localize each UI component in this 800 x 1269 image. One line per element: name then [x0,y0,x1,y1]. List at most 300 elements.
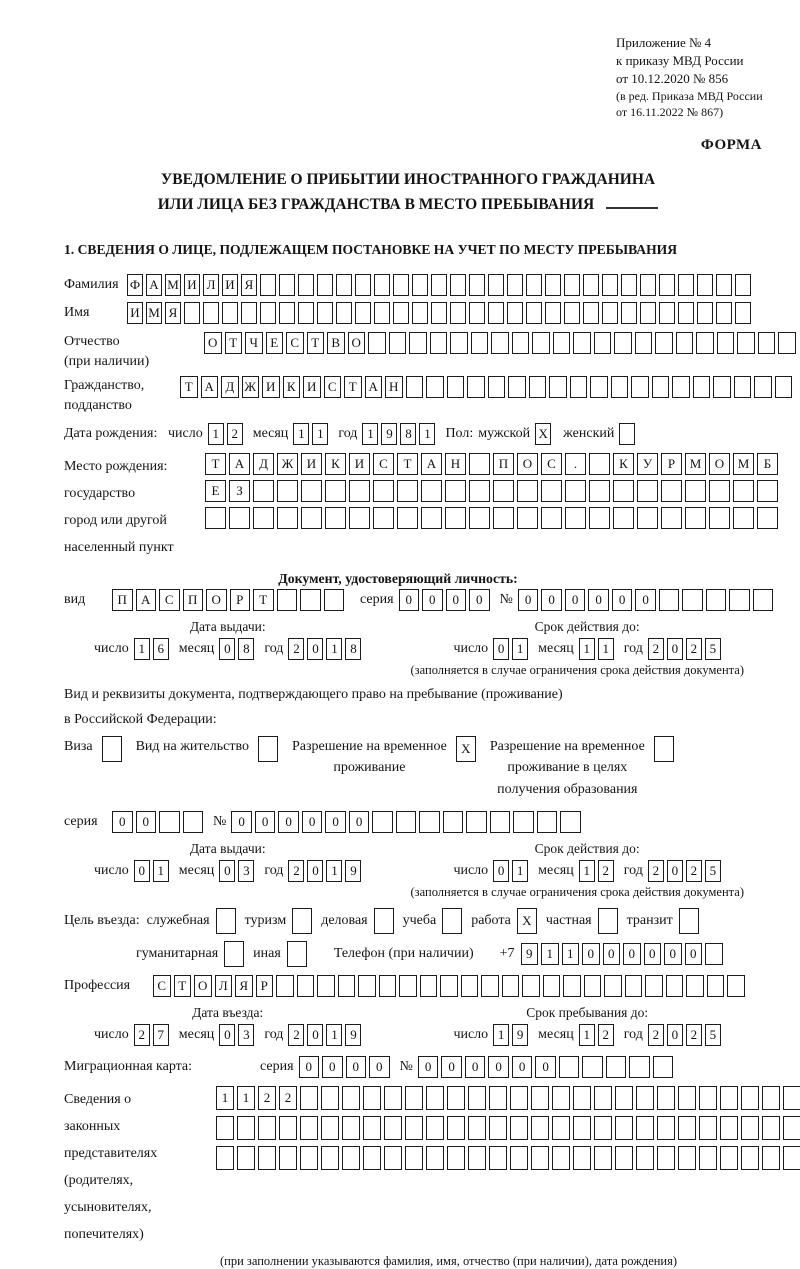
char-cell[interactable] [447,376,465,398]
char-cell[interactable]: 0 [565,589,586,611]
char-cell[interactable] [717,332,735,354]
char-cell[interactable] [510,1116,528,1140]
char-cell[interactable] [552,1146,570,1170]
char-cell[interactable] [666,975,684,997]
char-cell[interactable]: П [183,589,204,611]
char-cell[interactable] [531,1116,549,1140]
char-cell[interactable] [384,1086,402,1110]
char-cell[interactable]: 0 [644,943,662,965]
char-cell[interactable] [778,332,796,354]
char-cell[interactable] [349,480,370,502]
char-cell[interactable]: 9 [521,943,539,965]
char-cell[interactable] [489,1146,507,1170]
char-cell[interactable]: К [283,376,301,398]
char-cell[interactable] [426,376,444,398]
char-cell[interactable] [374,908,394,934]
char-cell[interactable] [636,1086,654,1110]
char-cell[interactable]: Б [757,453,778,475]
char-cell[interactable] [537,811,558,833]
char-cell[interactable] [224,941,244,967]
char-cell[interactable] [594,1116,612,1140]
char-cell[interactable]: 1 [237,1086,255,1110]
char-cell[interactable]: Я [235,975,253,997]
char-cell[interactable] [279,1116,297,1140]
char-cell[interactable] [405,1146,423,1170]
char-cell[interactable] [431,274,447,296]
char-cell[interactable] [758,332,776,354]
char-cell[interactable] [336,302,352,324]
char-cell[interactable]: 0 [469,589,490,611]
char-cell[interactable]: Т [174,975,192,997]
char-cell[interactable] [709,507,730,529]
char-cell[interactable] [297,975,315,997]
char-cell[interactable]: 2 [648,860,664,882]
char-cell[interactable]: С [153,975,171,997]
char-cell[interactable]: О [517,453,538,475]
char-cell[interactable]: М [165,274,181,296]
char-cell[interactable] [342,1116,360,1140]
char-cell[interactable]: 0 [255,811,276,833]
char-cell[interactable]: 7 [153,1024,169,1046]
char-cell[interactable]: 0 [325,811,346,833]
char-cell[interactable]: 1 [419,423,435,445]
char-cell[interactable] [216,1116,234,1140]
char-cell[interactable] [405,1086,423,1110]
char-cell[interactable] [406,376,424,398]
char-cell[interactable] [412,302,428,324]
char-cell[interactable] [754,376,772,398]
char-cell[interactable] [545,302,561,324]
char-cell[interactable]: 8 [238,638,254,660]
char-cell[interactable]: 1 [326,638,342,660]
char-cell[interactable] [325,480,346,502]
char-cell[interactable] [716,274,732,296]
char-cell[interactable] [447,1086,465,1110]
char-cell[interactable] [531,1146,549,1170]
char-cell[interactable]: 0 [685,943,703,965]
char-cell[interactable] [277,480,298,502]
char-cell[interactable] [510,1146,528,1170]
char-cell[interactable] [594,332,612,354]
char-cell[interactable]: 0 [441,1056,462,1078]
char-cell[interactable] [488,302,504,324]
char-cell[interactable] [741,1086,759,1110]
char-cell[interactable] [488,274,504,296]
char-cell[interactable] [762,1086,780,1110]
char-cell[interactable] [493,480,514,502]
char-cell[interactable] [552,1086,570,1110]
char-cell[interactable] [709,480,730,502]
char-cell[interactable] [298,302,314,324]
char-cell[interactable] [621,302,637,324]
char-cell[interactable]: У [637,453,658,475]
char-cell[interactable] [602,302,618,324]
char-cell[interactable] [590,376,608,398]
char-cell[interactable] [277,507,298,529]
char-cell[interactable] [450,332,468,354]
char-cell[interactable]: Н [445,453,466,475]
char-cell[interactable] [336,274,352,296]
char-cell[interactable] [183,811,204,833]
char-cell[interactable] [741,1146,759,1170]
char-cell[interactable] [431,302,447,324]
char-cell[interactable] [471,332,489,354]
char-cell[interactable]: П [112,589,133,611]
char-cell[interactable] [481,975,499,997]
char-cell[interactable] [549,376,567,398]
char-cell[interactable]: 2 [258,1086,276,1110]
char-cell[interactable]: 5 [705,638,721,660]
char-cell[interactable] [573,332,591,354]
char-cell[interactable] [279,302,295,324]
char-cell[interactable] [258,1146,276,1170]
char-cell[interactable]: X [517,908,537,934]
char-cell[interactable]: 0 [302,811,323,833]
char-cell[interactable] [699,1116,717,1140]
char-cell[interactable]: Т [205,453,226,475]
char-cell[interactable]: 2 [648,638,664,660]
char-cell[interactable] [300,589,321,611]
char-cell[interactable]: О [206,589,227,611]
char-cell[interactable] [783,1086,800,1110]
char-cell[interactable] [489,1116,507,1140]
char-cell[interactable] [541,480,562,502]
char-cell[interactable] [657,1086,675,1110]
char-cell[interactable]: Р [230,589,251,611]
char-cell[interactable] [697,302,713,324]
char-cell[interactable]: 5 [705,860,721,882]
char-cell[interactable] [469,480,490,502]
char-cell[interactable] [216,1146,234,1170]
char-cell[interactable]: 0 [299,1056,320,1078]
char-cell[interactable]: 0 [612,589,633,611]
char-cell[interactable]: 6 [153,638,169,660]
char-cell[interactable] [753,589,774,611]
char-cell[interactable] [321,1146,339,1170]
char-cell[interactable] [783,1146,800,1170]
char-cell[interactable] [582,1056,603,1078]
char-cell[interactable]: 1 [598,638,614,660]
char-cell[interactable] [594,1086,612,1110]
char-cell[interactable] [513,811,534,833]
char-cell[interactable] [757,507,778,529]
char-cell[interactable] [775,376,793,398]
char-cell[interactable] [783,1116,800,1140]
char-cell[interactable]: С [373,453,394,475]
char-cell[interactable] [421,507,442,529]
char-cell[interactable]: 0 [588,589,609,611]
char-cell[interactable] [237,1116,255,1140]
char-cell[interactable]: 1 [312,423,328,445]
char-cell[interactable]: X [456,736,476,762]
char-cell[interactable]: 0 [493,860,509,882]
char-cell[interactable]: 1 [562,943,580,965]
char-cell[interactable]: 9 [345,1024,361,1046]
char-cell[interactable] [678,1116,696,1140]
char-cell[interactable] [685,507,706,529]
char-cell[interactable] [300,1146,318,1170]
char-cell[interactable] [583,274,599,296]
char-cell[interactable]: 9 [381,423,397,445]
char-cell[interactable] [363,1116,381,1140]
char-cell[interactable]: С [159,589,180,611]
char-cell[interactable]: 0 [219,638,235,660]
char-cell[interactable] [379,975,397,997]
char-cell[interactable] [699,1146,717,1170]
char-cell[interactable]: С [541,453,562,475]
char-cell[interactable]: Л [215,975,233,997]
char-cell[interactable] [564,274,580,296]
char-cell[interactable] [706,589,727,611]
char-cell[interactable] [419,811,440,833]
char-cell[interactable]: И [303,376,321,398]
char-cell[interactable] [258,1116,276,1140]
char-cell[interactable] [324,589,345,611]
char-cell[interactable]: 0 [535,1056,556,1078]
char-cell[interactable] [716,302,732,324]
char-cell[interactable] [570,376,588,398]
char-cell[interactable] [625,975,643,997]
char-cell[interactable]: 1 [579,1024,595,1046]
char-cell[interactable] [510,1086,528,1110]
char-cell[interactable] [727,975,745,997]
char-cell[interactable] [678,1086,696,1110]
char-cell[interactable]: М [146,302,162,324]
char-cell[interactable]: Л [203,274,219,296]
char-cell[interactable] [102,736,122,762]
char-cell[interactable]: 5 [705,1024,721,1046]
char-cell[interactable]: 0 [446,589,467,611]
char-cell[interactable] [635,332,653,354]
char-cell[interactable] [374,302,390,324]
char-cell[interactable] [469,507,490,529]
char-cell[interactable] [420,975,438,997]
char-cell[interactable] [560,811,581,833]
char-cell[interactable] [654,736,674,762]
char-cell[interactable] [317,274,333,296]
char-cell[interactable] [368,332,386,354]
char-cell[interactable]: 0 [219,860,235,882]
char-cell[interactable] [678,302,694,324]
char-cell[interactable]: 0 [667,860,683,882]
char-cell[interactable] [734,376,752,398]
char-cell[interactable] [405,1116,423,1140]
char-cell[interactable] [298,274,314,296]
char-cell[interactable] [697,274,713,296]
char-cell[interactable] [488,376,506,398]
char-cell[interactable] [526,302,542,324]
char-cell[interactable] [447,1116,465,1140]
char-cell[interactable] [450,302,466,324]
char-cell[interactable]: . [565,453,586,475]
char-cell[interactable]: Е [205,480,226,502]
char-cell[interactable] [696,332,714,354]
char-cell[interactable] [450,274,466,296]
char-cell[interactable] [349,507,370,529]
char-cell[interactable] [468,1116,486,1140]
char-cell[interactable] [489,1086,507,1110]
char-cell[interactable] [216,908,236,934]
char-cell[interactable] [661,480,682,502]
char-cell[interactable]: Ч [245,332,263,354]
char-cell[interactable]: М [685,453,706,475]
char-cell[interactable] [393,274,409,296]
char-cell[interactable]: 0 [307,860,323,882]
char-cell[interactable] [276,975,294,997]
char-cell[interactable] [659,302,675,324]
char-cell[interactable]: О [194,975,212,997]
char-cell[interactable]: 1 [153,860,169,882]
char-cell[interactable] [493,507,514,529]
char-cell[interactable]: 2 [227,423,243,445]
char-cell[interactable]: Ж [242,376,260,398]
char-cell[interactable]: 2 [279,1086,297,1110]
char-cell[interactable]: К [325,453,346,475]
char-cell[interactable] [631,376,649,398]
char-cell[interactable]: Т [344,376,362,398]
char-cell[interactable]: А [365,376,383,398]
char-cell[interactable]: 0 [369,1056,390,1078]
char-cell[interactable]: 1 [293,423,309,445]
char-cell[interactable]: 0 [422,589,443,611]
char-cell[interactable]: О [204,332,222,354]
char-cell[interactable] [682,589,703,611]
char-cell[interactable] [762,1116,780,1140]
char-cell[interactable] [229,507,250,529]
char-cell[interactable] [563,975,581,997]
char-cell[interactable]: Я [165,302,181,324]
char-cell[interactable]: И [127,302,143,324]
char-cell[interactable] [733,480,754,502]
char-cell[interactable] [637,480,658,502]
char-cell[interactable]: 2 [598,1024,614,1046]
char-cell[interactable]: 1 [326,860,342,882]
char-cell[interactable] [735,302,751,324]
char-cell[interactable] [621,274,637,296]
char-cell[interactable] [466,811,487,833]
char-cell[interactable]: Р [661,453,682,475]
char-cell[interactable] [517,507,538,529]
char-cell[interactable] [615,1116,633,1140]
char-cell[interactable] [705,943,723,965]
char-cell[interactable]: 1 [362,423,378,445]
char-cell[interactable]: 0 [134,860,150,882]
char-cell[interactable] [363,1086,381,1110]
char-cell[interactable] [584,975,602,997]
char-cell[interactable] [443,811,464,833]
char-cell[interactable] [589,480,610,502]
char-cell[interactable]: 0 [623,943,641,965]
char-cell[interactable] [159,811,180,833]
char-cell[interactable] [686,975,704,997]
char-cell[interactable] [468,1086,486,1110]
char-cell[interactable] [659,274,675,296]
char-cell[interactable] [317,302,333,324]
char-cell[interactable] [565,480,586,502]
char-cell[interactable] [573,1146,591,1170]
char-cell[interactable] [507,302,523,324]
char-cell[interactable]: И [301,453,322,475]
char-cell[interactable] [589,453,610,475]
char-cell[interactable]: 2 [686,1024,702,1046]
char-cell[interactable] [399,975,417,997]
char-cell[interactable] [508,376,526,398]
char-cell[interactable]: 0 [603,943,621,965]
char-cell[interactable]: 0 [418,1056,439,1078]
char-cell[interactable] [277,589,298,611]
char-cell[interactable]: М [733,453,754,475]
char-cell[interactable]: 8 [400,423,416,445]
char-cell[interactable] [657,1116,675,1140]
char-cell[interactable] [253,507,274,529]
char-cell[interactable] [720,1086,738,1110]
char-cell[interactable]: С [286,332,304,354]
char-cell[interactable]: 1 [134,638,150,660]
char-cell[interactable] [507,274,523,296]
char-cell[interactable] [606,1056,627,1078]
char-cell[interactable]: И [349,453,370,475]
char-cell[interactable] [594,1146,612,1170]
char-cell[interactable] [619,423,635,445]
char-cell[interactable]: Д [221,376,239,398]
char-cell[interactable]: 1 [541,943,559,965]
char-cell[interactable] [543,975,561,997]
char-cell[interactable] [545,274,561,296]
char-cell[interactable] [512,332,530,354]
char-cell[interactable]: 0 [136,811,157,833]
char-cell[interactable] [469,302,485,324]
char-cell[interactable] [645,975,663,997]
char-cell[interactable] [260,274,276,296]
char-cell[interactable] [713,376,731,398]
char-cell[interactable]: А [136,589,157,611]
char-cell[interactable] [583,302,599,324]
char-cell[interactable]: 1 [579,860,595,882]
char-cell[interactable] [358,975,376,997]
char-cell[interactable] [613,507,634,529]
char-cell[interactable]: 0 [349,811,370,833]
char-cell[interactable]: 2 [288,860,304,882]
char-cell[interactable] [430,332,448,354]
char-cell[interactable] [693,376,711,398]
char-cell[interactable]: 0 [488,1056,509,1078]
char-cell[interactable] [445,507,466,529]
char-cell[interactable] [342,1086,360,1110]
char-cell[interactable]: К [613,453,634,475]
char-cell[interactable] [469,274,485,296]
char-cell[interactable] [559,1056,580,1078]
char-cell[interactable] [733,507,754,529]
char-cell[interactable]: 0 [541,589,562,611]
char-cell[interactable] [762,1146,780,1170]
char-cell[interactable] [678,1146,696,1170]
char-cell[interactable] [205,507,226,529]
char-cell[interactable] [502,975,520,997]
char-cell[interactable]: Т [397,453,418,475]
char-cell[interactable] [531,1086,549,1110]
char-cell[interactable] [355,302,371,324]
char-cell[interactable] [426,1086,444,1110]
char-cell[interactable] [389,332,407,354]
char-cell[interactable]: О [709,453,730,475]
char-cell[interactable] [757,480,778,502]
char-cell[interactable]: 1 [512,638,528,660]
char-cell[interactable]: X [535,423,551,445]
char-cell[interactable] [300,1086,318,1110]
char-cell[interactable]: И [184,274,200,296]
char-cell[interactable]: А [229,453,250,475]
char-cell[interactable] [532,332,550,354]
